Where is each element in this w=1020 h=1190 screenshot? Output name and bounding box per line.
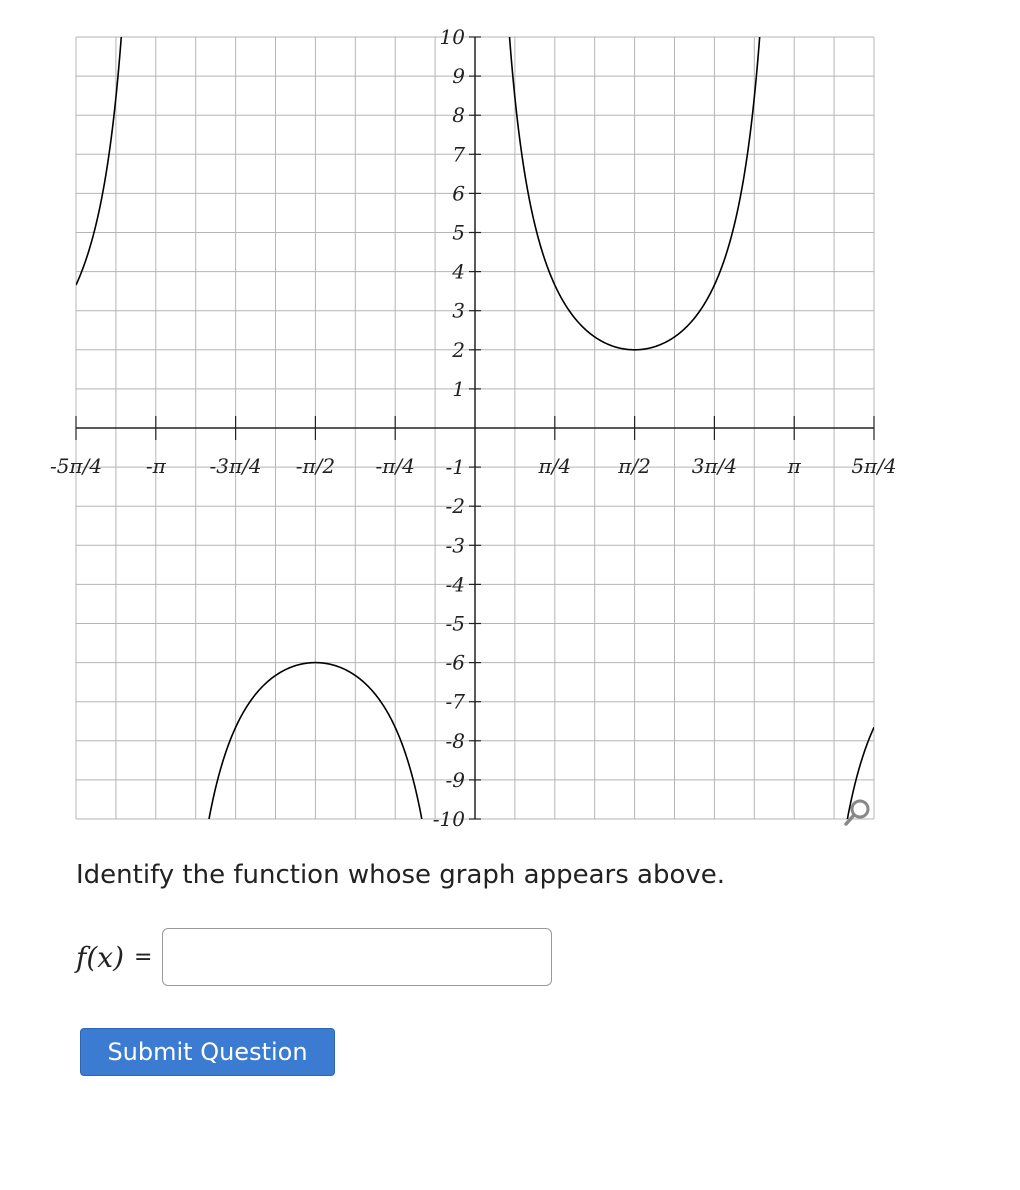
x-tick-label: π — [787, 454, 801, 478]
y-tick-label: 7 — [452, 142, 465, 167]
y-tick-label: -10 — [432, 807, 465, 831]
y-tick-label: 1 — [452, 376, 465, 401]
submit-button[interactable]: Submit Question — [80, 1028, 335, 1076]
x-tick-label: 3π/4 — [691, 454, 738, 478]
y-tick-label: -1 — [445, 455, 465, 480]
y-tick-label: -4 — [445, 572, 465, 597]
magnify-icon[interactable] — [840, 795, 876, 831]
y-tick-label: 2 — [452, 337, 465, 362]
y-tick-label: -8 — [445, 728, 465, 753]
x-tick-label: π/4 — [538, 454, 572, 478]
answer-input[interactable] — [162, 928, 552, 986]
answer-row — [76, 925, 552, 989]
x-tick-label: 5π/4 — [851, 454, 897, 478]
y-tick-label: -7 — [445, 689, 465, 714]
y-tick-label: -2 — [445, 494, 465, 519]
y-tick-label: 4 — [452, 259, 465, 284]
y-tick-label: 6 — [452, 181, 465, 206]
x-tick-label: -π/4 — [375, 454, 415, 478]
x-tick-label: -3π/4 — [209, 454, 262, 478]
y-tick-label: 5 — [452, 220, 465, 245]
y-tick-label: 9 — [452, 64, 465, 89]
x-tick-label: -5π/4 — [49, 454, 103, 478]
y-tick-label: -9 — [445, 767, 465, 792]
x-tick-label: -π — [145, 454, 166, 478]
equals-sign: = — [134, 944, 153, 970]
y-tick-label: -5 — [445, 611, 465, 636]
function-label: f(x) — [76, 940, 125, 974]
y-tick-label: 3 — [452, 298, 465, 323]
y-tick-label: 10 — [439, 25, 465, 49]
y-tick-label: -6 — [445, 650, 465, 675]
x-tick-label: -π/2 — [295, 454, 336, 478]
y-tick-label: 8 — [452, 103, 465, 128]
x-tick-label: π/2 — [618, 454, 651, 478]
y-tick-label: -3 — [445, 533, 465, 558]
question-text: Identify the function whose graph appears above. — [76, 860, 726, 890]
